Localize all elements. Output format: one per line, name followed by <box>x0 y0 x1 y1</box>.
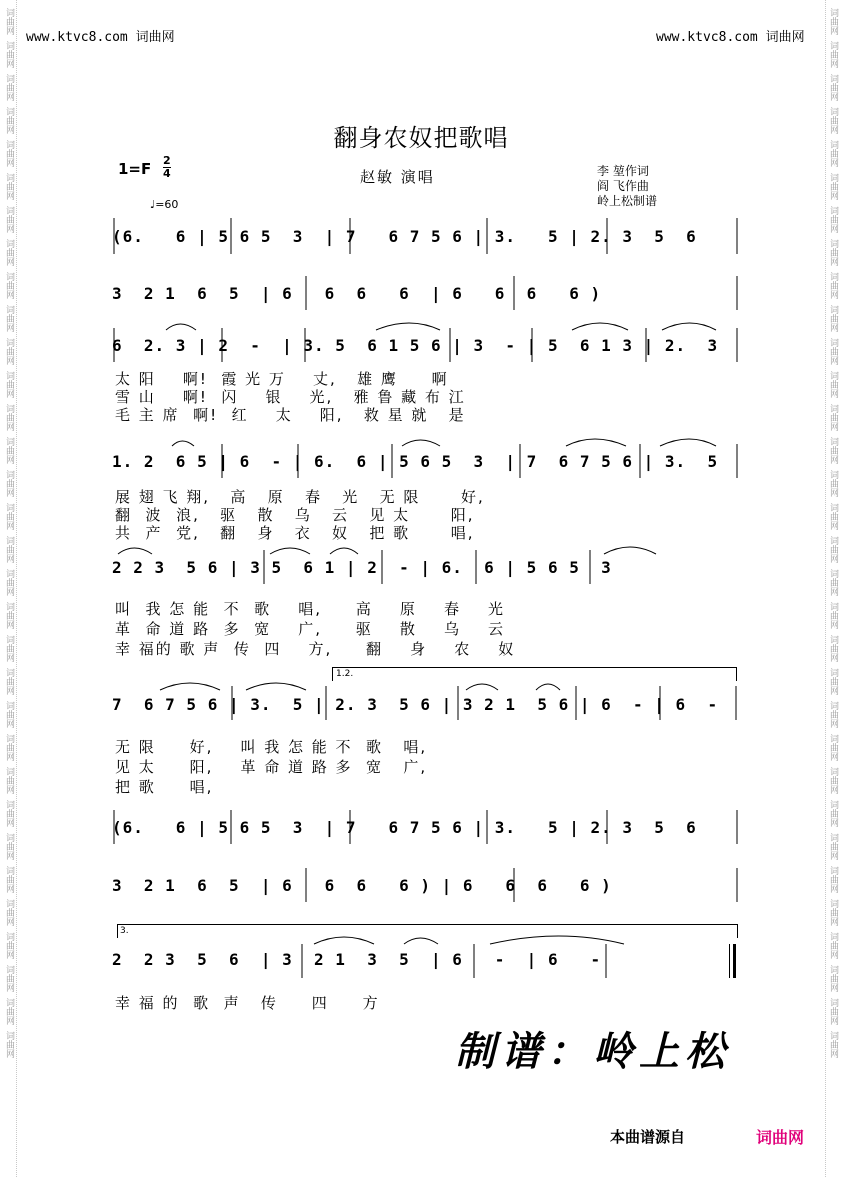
score-row-4: 1. 2 6 5 | 6 - | 6. 6 | 5 6 5 3 | 7 6 7 5 6 | 3. 5 <box>112 452 719 471</box>
score-row-9: 2 2 3 5 6 | 3 2 1 3 5 | 6 - | 6 - <box>112 950 602 969</box>
side-watermark-mark: 词曲网 <box>4 140 14 167</box>
side-watermark-mark: 词曲网 <box>828 800 838 827</box>
side-watermark-mark: 词曲网 <box>4 734 14 761</box>
song-title: 翻身农奴把歌唱 <box>333 124 509 152</box>
side-watermark-mark: 词曲网 <box>4 833 14 860</box>
lyric-line-4-1: 展 翅 飞 翔, 高 原 春 光 无 限 好, <box>115 488 485 506</box>
lyric-line-6-1: 无 限 好, 叫 我 怎 能 不 歌 唱, <box>115 738 428 756</box>
lyric-line-5-2: 革 命 道 路 多 宽 广, 驱 散 乌 云 <box>115 620 506 638</box>
lyric-line-5-3: 幸 福的 歌 声 传 四 方, 翻 身 农 奴 <box>115 640 516 658</box>
side-watermark-mark: 词曲网 <box>828 602 838 629</box>
score-row-6: 7 6 7 5 6 | 3. 5 | 2. 3 5 6 | 3 2 1 5 6 | 6 - | 6 - <box>112 695 719 714</box>
side-watermark-mark: 词曲网 <box>828 866 838 893</box>
lyric-line-3-1: 太 阳 啊! 霞 光 万 丈, 雄 鹰 啊 <box>115 370 449 388</box>
side-watermark-mark: 词曲网 <box>828 206 838 233</box>
slur <box>402 440 440 446</box>
score-row-1: (6. 6 | 5 6 5 3 | 7 6 7 5 6 | 3. 5 | 2. 3 5 6 <box>112 227 697 246</box>
side-watermark-mark: 词曲网 <box>828 404 838 431</box>
side-watermark-mark: 词曲网 <box>4 1031 14 1058</box>
slur <box>466 684 498 690</box>
side-watermark-mark: 词曲网 <box>4 767 14 794</box>
side-watermark-mark: 词曲网 <box>4 635 14 662</box>
side-watermark-mark: 词曲网 <box>828 470 838 497</box>
side-watermark-mark: 词曲网 <box>828 734 838 761</box>
slur <box>118 548 152 554</box>
side-watermark-mark: 词曲网 <box>4 74 14 101</box>
slur <box>660 439 716 446</box>
side-watermark-mark: 词曲网 <box>4 8 14 35</box>
transcriber-signature: 制谱：岭上松 <box>455 1028 731 1075</box>
slur <box>172 441 194 446</box>
side-watermark-mark: 词曲网 <box>4 41 14 68</box>
side-watermark-mark: 词曲网 <box>4 503 14 530</box>
site-header-left: www.ktvc8.com 词曲网 <box>26 30 175 45</box>
side-watermark-mark: 词曲网 <box>4 899 14 926</box>
slur <box>314 937 374 944</box>
side-watermark-mark: 词曲网 <box>4 107 14 134</box>
composer-credit: 阎 飞作曲 <box>597 179 649 193</box>
performer: 赵敏 演唱 <box>360 168 435 186</box>
side-watermark-mark: 词曲网 <box>828 107 838 134</box>
slur <box>604 547 656 554</box>
side-watermark-mark: 词曲网 <box>4 569 14 596</box>
slur <box>536 684 560 690</box>
side-watermark-mark: 词曲网 <box>4 305 14 332</box>
slur <box>270 548 310 554</box>
side-watermark-mark: 词曲网 <box>828 668 838 695</box>
side-watermark-mark: 词曲网 <box>4 272 14 299</box>
slur <box>246 683 306 690</box>
side-watermark-mark: 词曲网 <box>4 668 14 695</box>
score-row-2: 3 2 1 6 5 | 6 6 6 6 | 6 6 6 6 ) <box>112 284 602 303</box>
slur <box>404 938 438 944</box>
footer-source-label: 本曲谱源自 <box>610 1128 686 1146</box>
slur <box>572 323 628 330</box>
side-watermark-mark: 词曲网 <box>828 74 838 101</box>
side-watermark-mark: 词曲网 <box>828 8 838 35</box>
slur <box>160 683 220 690</box>
lyric-line-3-2: 雪 山 啊! 闪 银 光, 雅 鲁 藏 布 江 <box>115 388 466 406</box>
score-row-5: 2 2 3 5 6 | 3 5 6 1 | 2 - | 6. 6 | 5 6 5 3 <box>112 558 612 577</box>
lyric-line-3-3: 毛 主 席 啊! 红 太 阳, 救 星 就 是 <box>115 406 466 424</box>
lyric-line-4-3: 共 产 党, 翻 身 衣 奴 把 歌 唱, <box>115 524 475 542</box>
side-watermark-mark: 词曲网 <box>4 239 14 266</box>
footer-brand-link[interactable]: 词曲网 <box>756 1128 805 1147</box>
volta-label-1: 1.2. <box>336 669 354 679</box>
slur <box>330 548 358 554</box>
side-watermark-mark: 词曲网 <box>4 371 14 398</box>
side-watermark-mark: 词曲网 <box>828 998 838 1025</box>
side-watermark-mark: 词曲网 <box>4 998 14 1025</box>
side-watermark-mark: 词曲网 <box>4 470 14 497</box>
side-watermark-mark: 词曲网 <box>4 701 14 728</box>
side-watermark-mark: 词曲网 <box>828 932 838 959</box>
side-watermark-mark: 词曲网 <box>828 503 838 530</box>
slur <box>662 323 716 330</box>
lyricist-credit: 李 堃作词 <box>597 164 649 178</box>
key-signature: 1=F <box>118 160 152 178</box>
lyric-line-6-3: 把 歌 唱, <box>115 778 214 796</box>
side-watermark-mark: 词曲网 <box>828 536 838 563</box>
slur <box>376 323 440 330</box>
side-watermark-mark: 词曲网 <box>828 338 838 365</box>
lyric-line-5-1: 叫 我 怎 能 不 歌 唱, 高 原 春 光 <box>115 600 506 618</box>
score-row-7: (6. 6 | 5 6 5 3 | 7 6 7 5 6 | 3. 5 | 2. 3 5 6 <box>112 818 697 837</box>
side-watermark-mark: 词曲网 <box>828 41 838 68</box>
side-watermark-mark: 词曲网 <box>828 635 838 662</box>
volta-label-2: 3. <box>120 926 129 936</box>
side-watermark-mark: 词曲网 <box>828 1031 838 1058</box>
side-watermark-mark: 词曲网 <box>828 371 838 398</box>
side-watermark-mark: 词曲网 <box>828 965 838 992</box>
side-watermark-mark: 词曲网 <box>4 536 14 563</box>
side-watermark-mark: 词曲网 <box>4 602 14 629</box>
side-watermark-mark: 词曲网 <box>828 701 838 728</box>
side-watermark-mark: 词曲网 <box>828 569 838 596</box>
slur <box>566 439 626 446</box>
score-row-8: 3 2 1 6 5 | 6 6 6 6 ) | 6 6 6 6 ) <box>112 876 612 895</box>
side-watermark-mark: 词曲网 <box>4 206 14 233</box>
side-watermark-mark: 词曲网 <box>828 899 838 926</box>
side-watermark-mark: 词曲网 <box>4 932 14 959</box>
side-watermark-mark: 词曲网 <box>4 338 14 365</box>
site-header-right: www.ktvc8.com 词曲网 <box>656 30 805 45</box>
side-watermark-mark: 词曲网 <box>4 437 14 464</box>
lyric-line-6-2: 见 太 阳, 革 命 道 路 多 宽 广, <box>115 758 428 776</box>
side-watermark-mark: 词曲网 <box>828 305 838 332</box>
lyric-line-9-1: 幸 福 的 歌 声 传 四 方 <box>115 994 380 1012</box>
slur <box>166 324 196 330</box>
side-watermark-mark: 词曲网 <box>828 239 838 266</box>
side-watermark-mark: 词曲网 <box>4 800 14 827</box>
side-watermark-mark: 词曲网 <box>4 173 14 200</box>
side-watermark-mark: 词曲网 <box>828 833 838 860</box>
side-watermark-mark: 词曲网 <box>828 767 838 794</box>
slur <box>490 936 624 944</box>
time-sig-bottom: 4 <box>163 167 171 180</box>
transcriber-credit: 岭上松制谱 <box>597 194 658 208</box>
side-watermark-mark: 词曲网 <box>828 140 838 167</box>
side-watermark-mark: 词曲网 <box>828 173 838 200</box>
side-watermark-mark: 词曲网 <box>4 965 14 992</box>
tempo-marking: ♩=60 <box>150 198 179 211</box>
side-watermark-mark: 词曲网 <box>4 866 14 893</box>
side-watermark-mark: 词曲网 <box>828 437 838 464</box>
side-watermark-mark: 词曲网 <box>4 404 14 431</box>
side-watermark-mark: 词曲网 <box>828 272 838 299</box>
time-sig-top: 2 <box>163 154 171 167</box>
lyric-line-4-2: 翻 波 浪, 驱 散 乌 云 见 太 阳, <box>115 506 475 524</box>
score-row-3: 6 2. 3 | 2 - | 3. 5 6 1 5 6 | 3 - | 5 6 1 3 | 2. 3 <box>112 336 719 355</box>
